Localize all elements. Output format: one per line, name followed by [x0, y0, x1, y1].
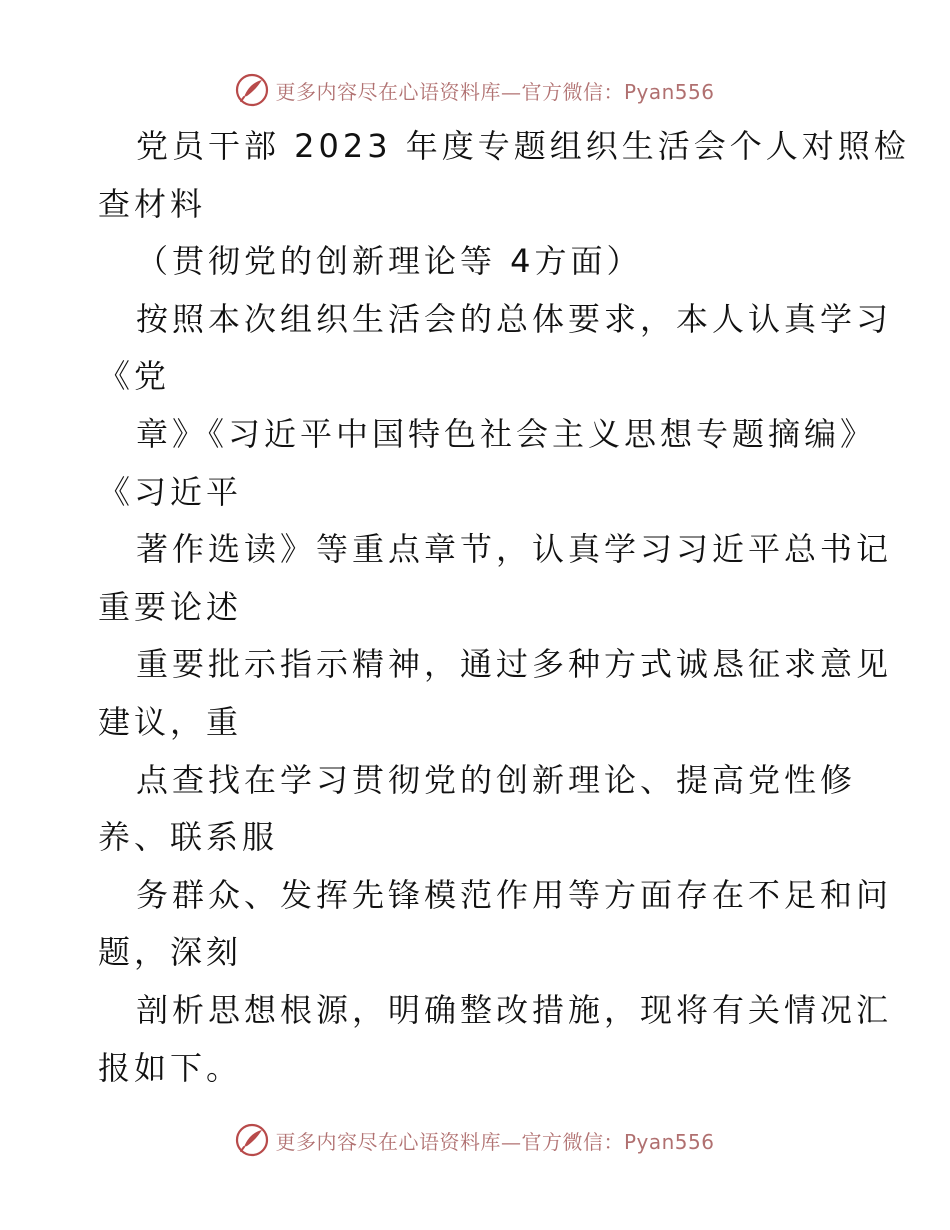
watermark-text [275, 1126, 714, 1155]
header-watermark [0, 70, 950, 110]
title-line-2: 查材料 [98, 184, 207, 223]
subtitle-line: （贯彻党的创新理论等 4方面） [136, 242, 643, 281]
quill-seal-icon [235, 73, 269, 107]
paragraph-line: 《党 [98, 357, 171, 396]
paragraph-line: 章》《习近平中国特色社会主义思想专题摘编》 [136, 414, 877, 453]
paragraph-line: 点查找在学习贯彻党的创新理论、提高党性修 [136, 760, 857, 799]
paragraph-line: 建议，重 [98, 702, 243, 741]
paragraph-line: 剖析思想根源，明确整改措施，现将有关情况汇 [136, 990, 893, 1029]
paragraph-line: 著作选读》等重点章节，认真学习习近平总书记 [136, 530, 893, 569]
paragraph-line: 《习近平 [98, 472, 243, 511]
title-line-1: 党员干部 2023 年度专题组织生活会个人对照检 [136, 127, 910, 165]
footer-watermark [0, 1120, 950, 1160]
watermark-wechat-text: 官方微信：Pyan556 [521, 79, 715, 104]
paragraph-line: 题，深刻 [98, 933, 243, 972]
paragraph-line: 养、联系服 [98, 818, 279, 857]
paragraph-line: 报如下。 [98, 1048, 243, 1087]
watermark-site-text: 更多内容尽在心语资料库— [275, 79, 522, 104]
watermark-text [275, 76, 714, 105]
paragraph-line: 重要批示指示精神，通过多种方式诚恳征求意见 [136, 645, 893, 684]
watermark-wechat-text: 官方微信：Pyan556 [521, 1129, 715, 1154]
paragraph-line: 按照本次组织生活会的总体要求，本人认真学习 [136, 299, 893, 338]
watermark-site-text: 更多内容尽在心语资料库— [275, 1129, 522, 1154]
paragraph-line: 务群众、发挥先锋模范作用等方面存在不足和问 [136, 875, 893, 914]
quill-seal-icon [235, 1123, 269, 1157]
paragraph-line: 重要论述 [98, 587, 243, 626]
document-body [98, 118, 910, 1097]
